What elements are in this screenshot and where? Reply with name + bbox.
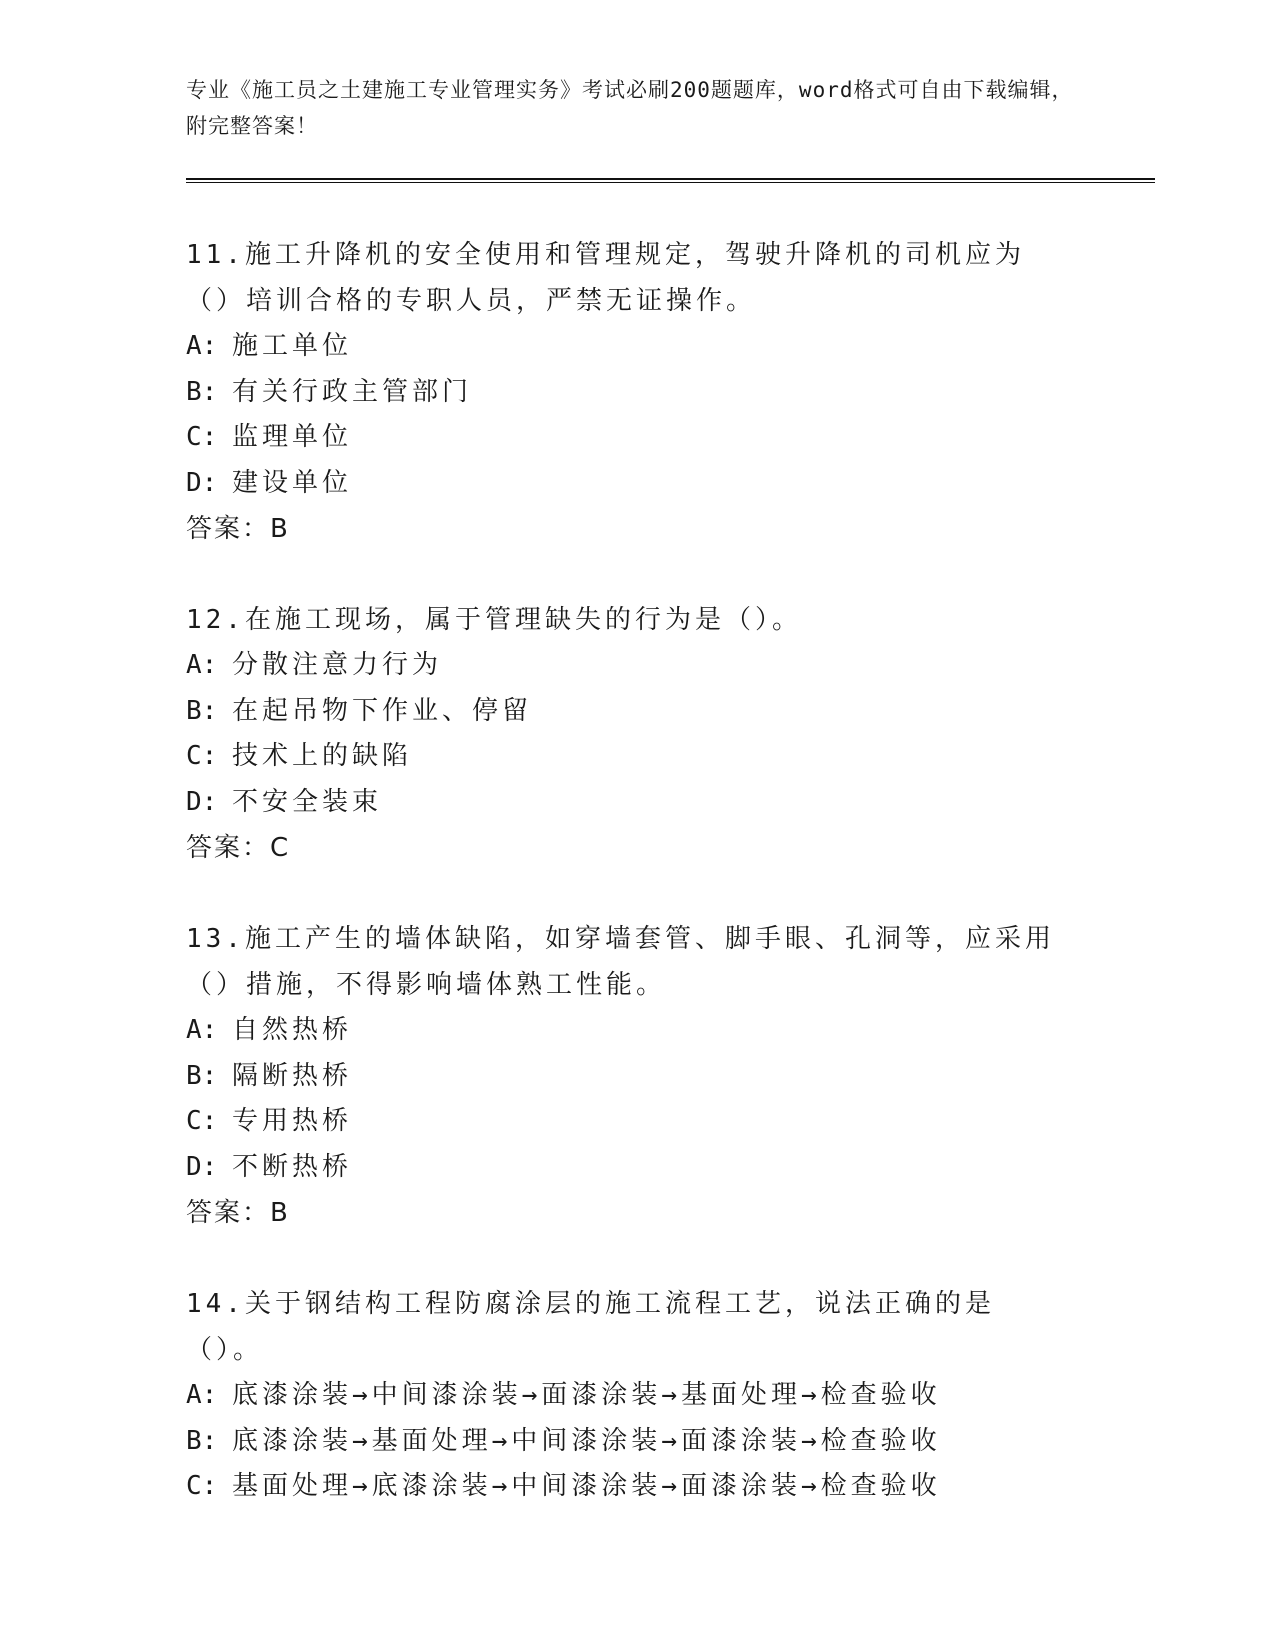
option-text: 分散注意力行为: [232, 650, 443, 680]
option-text: 隔断热桥: [232, 1060, 353, 1091]
question-list: [186, 232, 1066, 1555]
option-text: 在起吊物下作业、停留: [232, 695, 533, 726]
option-text: 监理单位: [232, 422, 353, 452]
option-text: 建设单位: [232, 467, 353, 498]
header-divider: [186, 178, 1155, 183]
option-d: [186, 1145, 1066, 1191]
option-text: 有关行政主管部门: [232, 376, 473, 407]
question-stem: 11.施工升降机的安全使用和管理规定，驾驶升降机的司机应为（）培训合格的专职人员，严禁无证操作。: [186, 240, 1025, 316]
option-text: 基面处理→底漆涂装→中间漆涂装→面漆涂装→检查验收: [232, 1471, 941, 1501]
option-letter: A:: [186, 1380, 218, 1410]
question-14: [186, 1281, 1066, 1510]
option-a: [186, 324, 1066, 370]
option-c: [186, 1464, 1066, 1510]
option-letter: D:: [186, 467, 218, 498]
question-stem: 12.在施工现场，属于管理缺失的行为是（）。: [186, 605, 802, 635]
option-b: [186, 1054, 1066, 1100]
option-letter: D:: [186, 786, 218, 817]
option-c: [186, 734, 1066, 780]
option-text: 不安全装束: [232, 786, 383, 817]
option-text: 不断热桥: [232, 1151, 353, 1182]
option-text: 技术上的缺陷: [232, 741, 413, 771]
option-text: 底漆涂装→中间漆涂装→面漆涂装→基面处理→检查验收: [232, 1380, 941, 1410]
option-text: 专用热桥: [232, 1106, 353, 1136]
option-letter: D:: [186, 1151, 218, 1182]
option-d: [186, 780, 1066, 826]
option-b: [186, 370, 1066, 416]
answer-line: 答案：C: [186, 833, 291, 863]
option-letter: A:: [186, 650, 218, 680]
option-text: 底漆涂装→基面处理→中间漆涂装→面漆涂装→检查验收: [232, 1425, 941, 1456]
question-13: [186, 916, 1066, 1236]
option-letter: A:: [186, 1015, 218, 1045]
answer-line: 答案：B: [186, 1198, 290, 1228]
question-stem: 14.关于钢结构工程防腐涂层的施工流程工艺，说法正确的是（）。: [186, 1289, 995, 1365]
option-letter: A:: [186, 331, 218, 361]
option-text: 自然热桥: [232, 1015, 353, 1045]
option-b: [186, 689, 1066, 735]
option-letter: C:: [186, 1471, 218, 1501]
option-c: [186, 1099, 1066, 1145]
option-letter: B:: [186, 695, 218, 726]
option-letter: C:: [186, 1106, 218, 1136]
option-a: [186, 643, 1066, 689]
question-stem: 13.施工产生的墙体缺陷，如穿墙套管、脚手眼、孔洞等，应采用（）措施，不得影响墙体熟工性能。: [186, 924, 1055, 1000]
option-letter: C:: [186, 741, 218, 771]
option-b: [186, 1419, 1066, 1465]
option-letter: C:: [186, 422, 218, 452]
question-11: [186, 232, 1066, 552]
option-letter: B:: [186, 1060, 218, 1091]
option-letter: B:: [186, 376, 218, 407]
document-header: 专业《施工员之土建施工专业管理实务》考试必刷200题题库，word格式可自由下载编辑，附完整答案！: [186, 78, 1074, 138]
option-text: 施工单位: [232, 331, 353, 361]
option-c: [186, 415, 1066, 461]
option-a: [186, 1008, 1066, 1054]
answer-line: 答案：B: [186, 514, 290, 544]
option-d: [186, 461, 1066, 507]
question-12: [186, 597, 1066, 871]
option-letter: B:: [186, 1425, 218, 1456]
option-a: [186, 1373, 1066, 1419]
